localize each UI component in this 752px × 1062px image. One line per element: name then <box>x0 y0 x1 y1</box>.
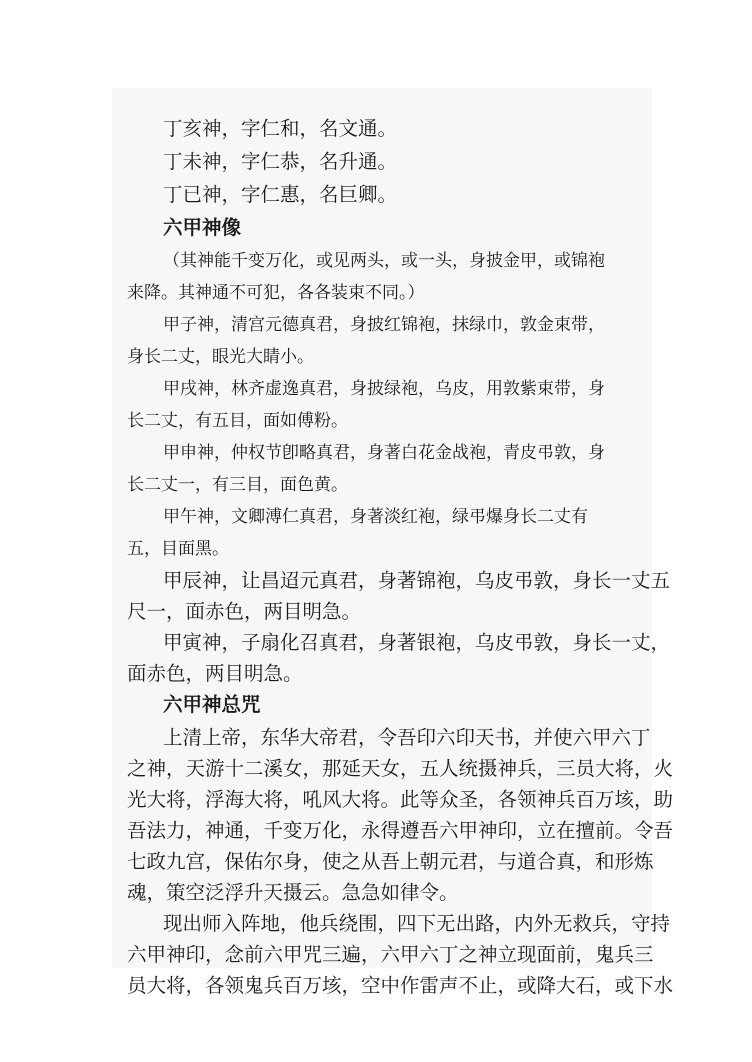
section-heading: 六甲神总咒 <box>163 693 261 716</box>
text-line: 甲辰神，让昌迢元真君，身著锦袍，乌皮弔敦，身长一丈五 <box>163 569 671 592</box>
text-line: 丁已神，字仁惠，名巨卿。 <box>163 183 398 206</box>
text-line: 员大将，各领鬼兵百万垓，空中作雷声不止，或降大石，或下水 <box>127 974 674 997</box>
text-line: （其神能千变万化，或见两头，或一头，身披金甲，或锦袍 <box>163 251 605 271</box>
text-line: 甲申神，仲权节卽略真君，身著白花金战袍，青皮弔敦，身 <box>163 443 605 463</box>
text-line: 现出师入阵地，他兵绕围，四下无出路，内外无救兵，守持 <box>163 912 671 935</box>
section-heading: 六甲神像 <box>163 216 242 239</box>
text-line: 魂，策空泛浮升天摄云。急急如律令。 <box>127 881 459 904</box>
text-line: 甲子神，清宫元德真君，身披红锦袍，抹绿巾，敦金束带， <box>163 315 605 335</box>
text-line: 甲寅神，子扇化召真君，身著银袍，乌皮弔敦，身长一丈， <box>163 631 671 654</box>
text-line: 长二丈，有五目，面如傅粉。 <box>127 411 348 431</box>
text-line: 七政九宫，保佑尔身，使之从吾上朝元君，与道合真，和形炼 <box>127 850 654 873</box>
text-line: 丁未神，字仁恭，名升通。 <box>163 150 398 173</box>
text-line: 身长二丈，眼光大睛小。 <box>127 347 314 367</box>
text-line: 吾法力，神通，千变万化，永得遵吾六甲神印，立在擅前。令吾 <box>127 819 674 842</box>
text-line: 上清上帝，东华大帝君，令吾印六印天书，并使六甲六丁 <box>163 726 651 749</box>
text-line: 之神，天游十二溪女，那延天女，五人统摄神兵，三员大将，火 <box>127 757 674 780</box>
text-line: 长二丈一，有三目，面色黄。 <box>127 475 348 495</box>
text-line: 五，目面黑。 <box>127 539 229 559</box>
text-line: 尺一，面赤色，两目明急。 <box>127 600 362 623</box>
text-line: 丁亥神，字仁和，名文通。 <box>163 117 398 140</box>
document-page <box>127 115 674 1003</box>
text-line: 甲午神，文卿溥仁真君，身著淡红袍，绿弔爆身长二丈有 <box>163 507 588 527</box>
text-line: 来降。其神通不可犯，各各装束不同。） <box>127 283 425 303</box>
text-line: 六甲神印，念前六甲咒三遍，六甲六丁之神立现面前，鬼兵三 <box>127 943 654 966</box>
text-line: 甲戌神，林齐虚逸真君，身披绿袍，乌皮，用敦紫束带，身 <box>163 379 605 399</box>
text-line: 面赤色，两目明急。 <box>127 662 303 685</box>
text-line: 光大将，浮海大将，吼风大将。此等众圣，各领神兵百万垓，助 <box>127 788 674 811</box>
